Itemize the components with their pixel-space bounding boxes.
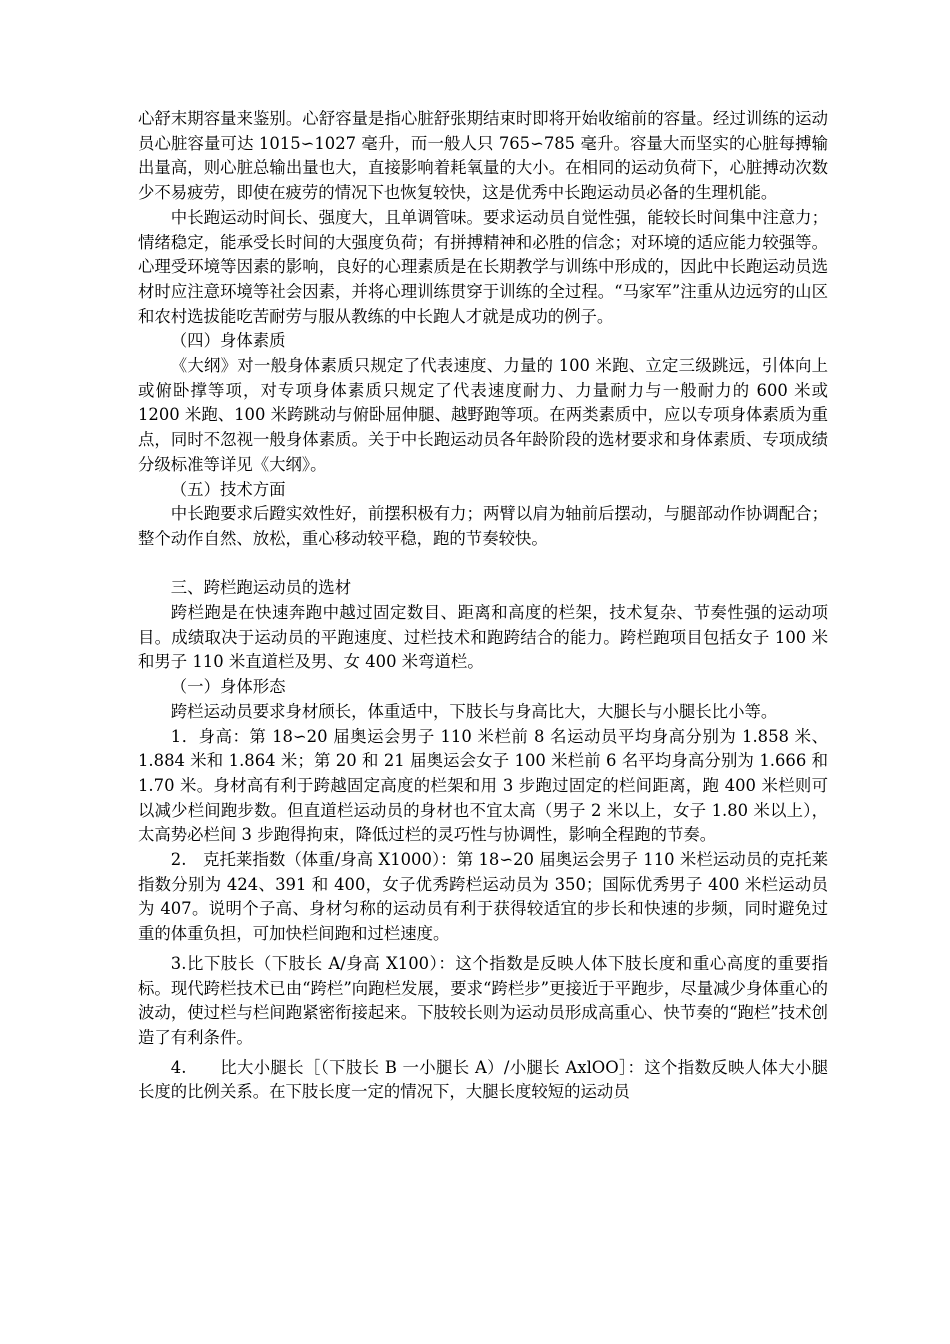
blank-line <box>138 552 828 577</box>
heading-physical-quality: （四）身体素质 <box>170 331 286 351</box>
document-body <box>138 107 828 1105</box>
paragraph-psychology: 中长跑运动时间长、强度大，且单调管味。要求运动员自觉性强，能较长时间集中注意力；情绪稳定，能承受长时间的大强度负荷；有拼搏精神和必胜的信念；对环境的适应能力较强等。心理受环境等因素的影响，良好的心理素质是在长期教学与训练中形成的，因此中长跑运动员选材时应注意环境等社会因素，并将心理训练贯穿于训练的全过程。“马家军”注重从边远穷的山区和农村选拔能吃苦耐劳与服从教练的中长跑人才就是成功的例子。 <box>138 207 828 326</box>
paragraph-technique: 中长跑要求后蹬实效性好，前摆积极有力；两臂以肩为轴前后摆动，与腿部动作协调配合；整个动作自然、放松，重心移动较平稳，跑的节奏较快。 <box>138 504 828 548</box>
paragraph-body-form: 跨栏运动员要求身材颀长，体重适中，下肢长与身高比大，大腿长与小腿长比小等。 <box>170 701 778 721</box>
heading-technique: （五）技术方面 <box>170 479 286 499</box>
paragraph-quetelet-index: 2. 克托莱指数（体重/身高 X1000）：第 18∽20 届奥运会男子 110 米栏运动员的克托莱指数分别为 424、391 和 400，女子优秀跨栏运动员为 350；国际优秀男子 400 米栏运动员为 407。说明个子高、身材匀称的运动员有利于获得较适宜的步长和快速的步频，同时避免过重的体重负担，可加快栏间跑和过栏速度。 <box>138 850 828 944</box>
heading-hurdles-selection: 三、跨栏跑运动员的选材 <box>170 578 352 598</box>
paragraph-leg-length-ratio: 3.比下肢长（下肢长 A/身高 X100）：这个指数是反映人体下肢长度和重心高度的重要指标。现代跨栏技术已由“跨栏”向跑栏发展，要求“跨栏步”更接近于平跑步，尽量减少身体重心的波动，使过栏与栏间跑紧密衔接起来。下肢较长则为运动员形成高重心、快节奏的“跑栏”技术创造了有利条件。 <box>138 953 828 1047</box>
paragraph-cardiac-volume: 心舒末期容量来鉴别。心舒容量是指心脏舒张期结束时即将开始收缩前的容量。经过训练的运动员心脏容量可达 1015∽1027 毫升，而一般人只 765∽785 毫升。容量大而坚实的心脏每搏输出量高，则心脏总输出量也大，直接影响着耗氧量的大小。在相同的运动负荷下，心脏搏动次数少不易疲劳，即使在疲劳的情况下也恢复较快，这是优秀中长跑运动员必备的生理机能。 <box>138 109 828 203</box>
paragraph-hurdles-intro: 跨栏跑是在快速奔跑中越过固定数目、距离和高度的栏架，技术复杂、节奏性强的运动项目。成绩取决于运动员的平跑速度、过栏技术和跑跨结合的能力。跨栏跑项目包括女子 100 米和男子 110 米直道栏及男、女 400 米弯道栏。 <box>138 603 828 672</box>
heading-body-form: （一）身体形态 <box>170 677 286 697</box>
paragraph-physical-quality: 《大纲》对一般身体素质只规定了代表速度、力量的 100 米跑、立定三级跳远，引体向上或俯卧撑等项，对专项身体素质只规定了代表速度耐力、力量耐力与一般耐力的 600 米或 1200 米跑、100 米跨跳动与俯卧屈伸腿、越野跑等项。在两类素质中，应以专项身体素质为重点，同时不忽视一般身体素质。关于中长跑运动员各年龄阶段的选材要求和身体素质、专项成绩分级标准等详见《大纲》。 <box>138 356 828 474</box>
paragraph-height: 1．身高：第 18∽20 届奥运会男子 110 米栏前 8 名运动员平均身高分别为 1.858 米、1.884 米和 1.864 米；第 20 和 21 届奥运会女子 100 米栏前 6 名平均身高分别为 1.666 和 1.70 米。身材高有利于跨越固定高度的栏架和用 3 步跑过固定的栏间距离，跑 400 米栏则可以减少栏间跑步数。但直道栏运动员的身材也不宜太高（男子 2 米以上，女子 1.80 米以上），太高势必栏间 3 步跑得拘束，降低过栏的灵巧性与协调性，影响全程跑的节奏。 <box>138 726 828 845</box>
paragraph-thigh-shank-ratio: 4. 比大小腿长［（下肢长 B 一小腿长 A）/小腿长 AxlOO］：这个指数反映人体大小腿长度的比例关系。在下肢长度一定的情况下，大腿长度较短的运动员 <box>138 1057 828 1102</box>
